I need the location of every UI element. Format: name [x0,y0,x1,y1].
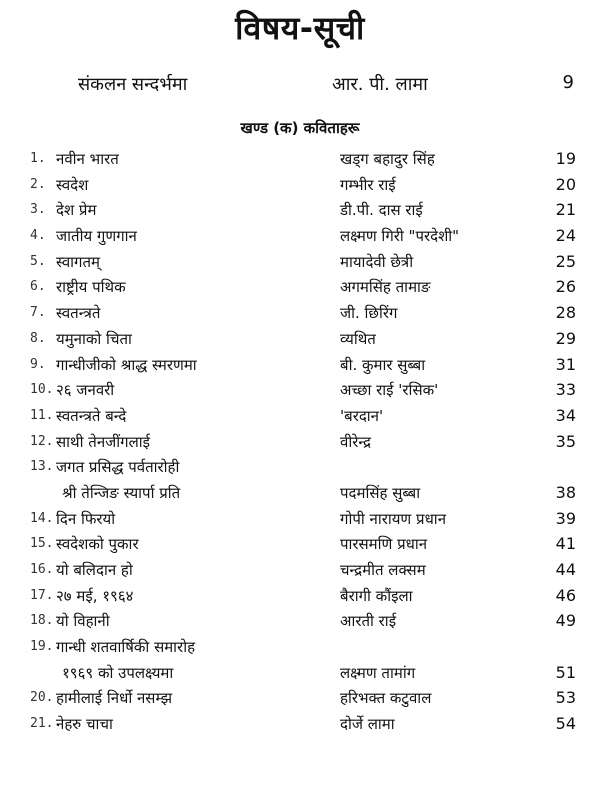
toc-author: गोपी नारायण प्रधान [340,509,447,528]
toc-author: अच्छा राई 'रसिक' [340,381,439,400]
toc-number: 18. [30,613,54,629]
toc-number: 5. [30,253,46,269]
toc-row [0,249,600,275]
toc-page: 25 [555,251,576,271]
toc-title: नवीन भारत [56,150,119,168]
toc-author: व्यथित [340,329,376,348]
toc-title: गान्धी शतवार्षिकी समारोह [56,638,196,657]
toc-row [0,506,600,532]
toc-page: 51 [555,662,576,682]
toc-author: बैरागी कौंइला [340,586,413,605]
toc-title: जातीय गुणगान [56,227,137,246]
toc-page: 34 [555,405,576,425]
toc-title: स्वतन्त्रते [56,304,101,323]
toc-author: मायादेवी छेत्री [340,252,414,271]
toc-page: 33 [555,380,576,400]
toc-row [0,454,600,480]
toc-row [0,531,600,557]
toc-title: साथी तेनजींगलाई [56,432,151,451]
toc-row [0,403,600,429]
toc-title: यो विहानी [56,612,110,631]
toc-row [0,172,600,198]
toc-row [0,326,600,352]
toc-number: 17. [30,587,54,603]
toc-title: यमुनाको चिता [56,329,132,348]
toc-number: 2. [30,176,46,192]
toc-author: गम्भीर राई [340,175,396,194]
toc-title: नेहरु चाचा [56,715,113,734]
toc-row [0,711,600,737]
toc-title: स्वतन्त्रते बन्दे [56,406,127,425]
toc-title: यो बलिदान हो [56,561,133,579]
toc-title: हामीलाई निर्धो नसम्झ [56,689,173,708]
toc-row [0,429,600,455]
toc-page: 28 [555,303,576,323]
toc-page: 29 [555,328,576,348]
intro-author: आर. पी. लामा [332,74,428,95]
toc-row [0,660,600,686]
toc-title: स्वदेशको पुकार [56,535,139,554]
toc-author: हरिभक्त कटुवाल [340,689,432,708]
toc-row [0,685,600,711]
intro-entry [0,72,600,98]
toc-row [0,352,600,378]
toc-row [0,300,600,326]
toc-number: 3. [30,202,46,218]
toc-author: पारसमणि प्रधान [340,535,428,554]
toc-number: 20. [30,690,54,706]
toc-title: राष्ट्रीय पथिक [56,278,126,297]
toc-page: 26 [555,277,576,297]
toc-row [0,223,600,249]
toc-number: 7. [30,305,46,321]
toc-row [0,274,600,300]
toc-number: 15. [30,536,54,552]
toc-row [0,608,600,634]
toc-title: स्वदेश [56,175,89,194]
toc-author: वीरेन्द्र [340,432,371,451]
intro-title: संकलन सन्दर्भमा [78,74,188,95]
section-heading: खण्ड (क) कविताहरू [240,119,360,137]
toc-author: लक्ष्मण तामांग [340,663,416,682]
toc-number: 8. [30,330,46,346]
toc-author: आरती राई [340,612,397,631]
toc-title: देश प्रेम [56,201,97,220]
toc-page: 20 [555,174,576,194]
toc-number: 6. [30,279,46,295]
toc-author: डी.पी. दास राई [340,201,423,220]
toc-number: 13. [30,459,54,475]
toc-number: 4. [30,228,46,244]
toc-row [0,634,600,660]
toc-row [0,377,600,403]
toc-author: बी. कुमार सुब्बा [340,355,426,374]
toc-page: 49 [555,611,576,631]
intro-page: 9 [562,72,574,93]
toc-number: 16. [30,562,54,577]
toc-row [0,583,600,609]
toc-page: 21 [555,200,576,220]
toc-page: 24 [555,226,576,246]
toc-number: 14. [30,510,54,526]
toc-number: 10. [30,382,54,398]
toc-number: 11. [30,407,54,423]
toc-title: स्वागतम् [56,252,101,271]
toc-title: जगत प्रसिद्ध पर्वतारोही [56,458,180,477]
toc-author: अगमसिंह तामाङ [340,278,431,297]
toc-page: 31 [555,354,576,374]
toc-page: 54 [555,714,576,734]
toc-number: 9. [30,356,46,372]
toc-title: गान्धीजीको श्राद्ध स्मरणमा [56,355,197,374]
toc-author: 'बरदान' [340,406,384,425]
toc-page: 44 [555,560,576,579]
toc-author: जी. छिरिंग [340,304,398,323]
toc-title: १९६९ को उपलक्ष्यमा [62,663,174,682]
toc-number: 19. [30,639,54,655]
toc-title: २७ मई, १९६४ [56,586,134,605]
toc-title: २६ जनवरी [56,381,115,400]
toc-page: 39 [555,508,576,528]
toc-author: लक्ष्मण गिरी "परदेशी" [340,227,460,246]
toc-page: 35 [555,431,576,451]
toc-author: खड्ग बहादुर सिंह [340,150,435,168]
toc-author: दोर्जे लामा [340,715,395,734]
toc-page: 38 [555,482,576,502]
toc-title: दिन फिरयो [56,509,116,528]
toc-page: 41 [555,534,576,554]
toc-row [0,480,600,506]
toc-page: 53 [555,688,576,708]
toc-author: पदमसिंह सुब्बा [340,483,421,502]
toc-row [0,146,600,172]
toc-page: 19 [555,149,576,168]
toc-row [0,197,600,223]
toc-number: 21. [30,716,54,732]
toc-page: 46 [555,585,576,605]
toc-author: चन्द्रमीत लक्सम [340,561,426,579]
toc-number: 12. [30,433,54,449]
toc-number: 1. [30,151,46,166]
page-title: विषय-सूची [235,9,365,47]
toc-row [0,557,600,583]
toc-list [0,146,600,737]
toc-title: श्री तेन्जिङ स्यार्पा प्रति [62,483,181,502]
